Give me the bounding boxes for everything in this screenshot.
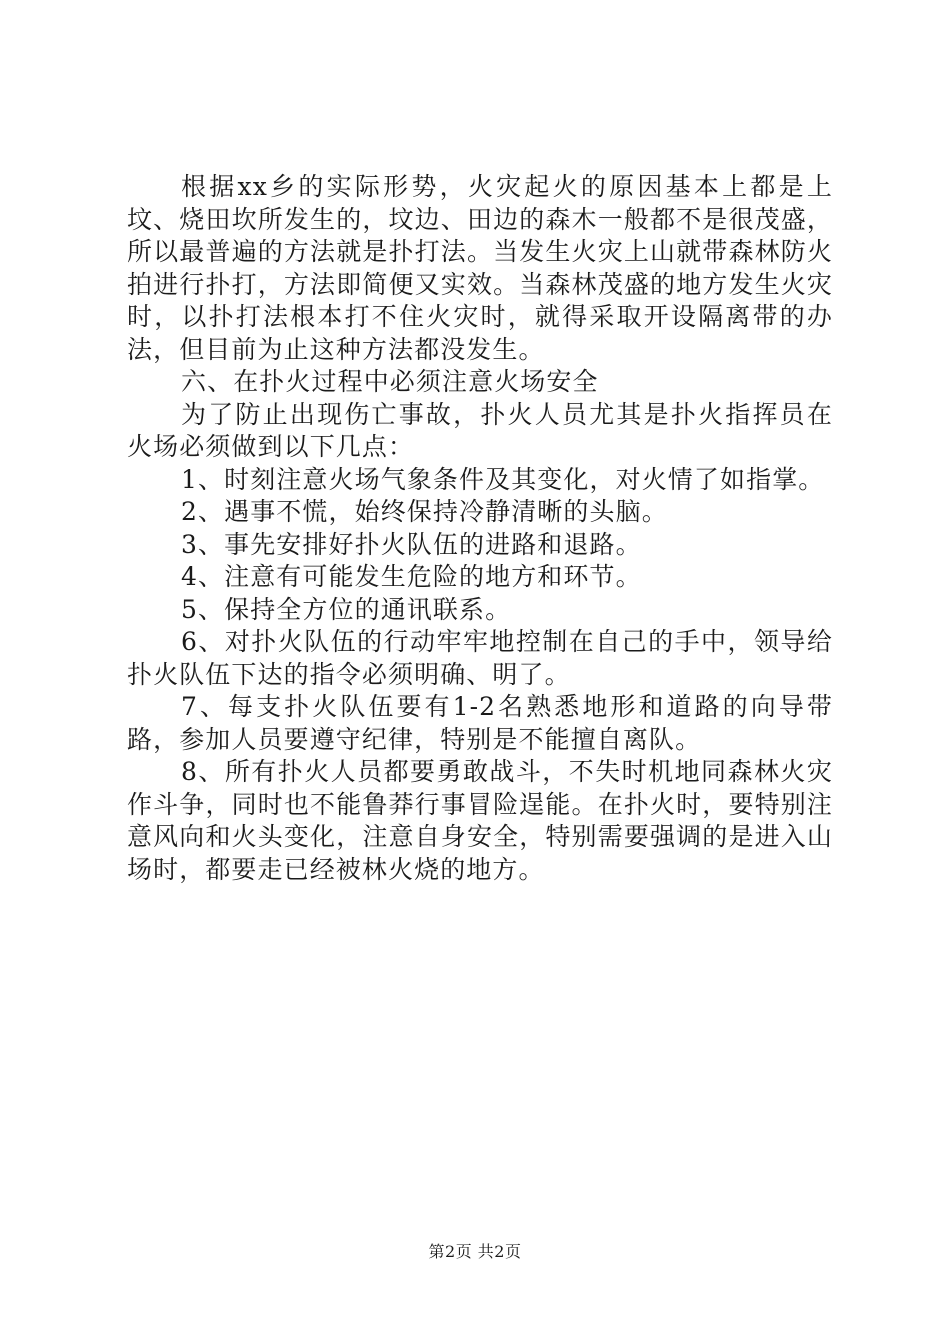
page-number-label: 第2页 共2页 [428, 1242, 522, 1261]
list-item-1: 1、时刻注意火场气象条件及其变化，对火情了如指掌。 [181, 464, 825, 494]
page-footer [0, 1242, 950, 1262]
paragraph-fire-suppression-methods: 根据xx乡的实际形势，火灾起火的原因基本上都是上坟、烧田坎所发生的，坟边、田边的森木一般都不是很茂盛，所以最普遍的方法就是扑打法。当发生火灾上山就带森林防火拍进行扑打，方法即简便又实效。当森林茂盛的地方发生火灾时，以扑打法根本打不住火灾时，就得采取开设隔离带的办法，但目前为止这种方法都没发生。 [127, 172, 833, 364]
list-item-2: 2、遇事不慌，始终保持冷静清晰的头脑。 [181, 497, 668, 526]
section-heading-fire-safety: 六、在扑火过程中必须注意火场安全 [181, 367, 599, 396]
document-body [127, 171, 833, 886]
list-item-4: 4、注意有可能发生危险的地方和环节。 [181, 562, 642, 591]
list-item-7: 7、每支扑火队伍要有1-2名熟悉地形和道路的向导带路，参加人员要遵守纪律，特别是不能擅自离队。 [127, 692, 833, 754]
paragraph-safety-intro: 为了防止出现伤亡事故，扑火人员尤其是扑火指挥员在火场必须做到以下几点： [127, 399, 833, 461]
list-item-8: 8、所有扑火人员都要勇敢战斗，不失时机地同森林火灾作斗争，同时也不能鲁莽行事冒险逞能。在扑火时，要特别注意风向和火头变化，注意自身安全，特别需要强调的是进入山场时，都要走已经被林火烧的地方。 [127, 757, 833, 884]
list-item-5: 5、保持全方位的通讯联系。 [181, 594, 512, 624]
list-item-6: 6、对扑火队伍的行动牢牢地控制在自己的手中，领导给扑火队伍下达的指令必须明确、明了。 [127, 627, 833, 689]
list-item-3: 3、事先安排好扑火队伍的进路和退路。 [181, 529, 642, 559]
